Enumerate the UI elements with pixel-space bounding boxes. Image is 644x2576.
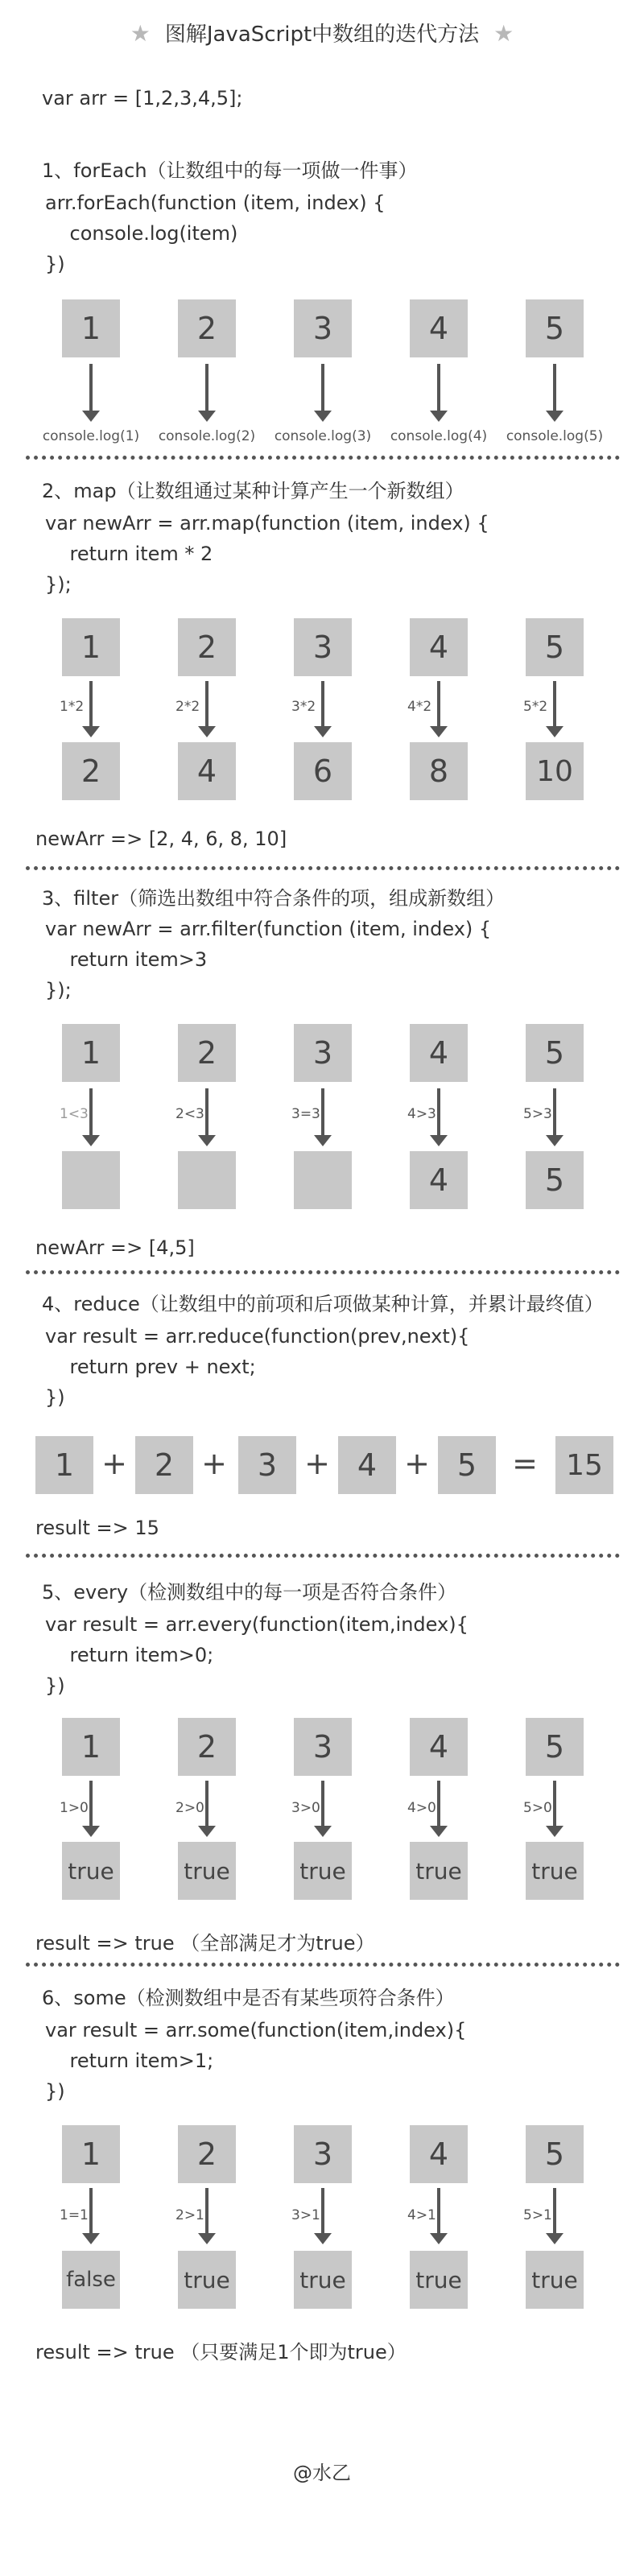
every-heading: 5、every（检测数组中的每一项是否符合条件） [42,1581,457,1604]
foreach-code-line: arr.forEach(function (item, index) { [45,192,386,214]
foreach-call-label: console.log(3) [274,428,372,444]
foreach-heading: 1、forEach（让数组中的每一项做一件事） [42,159,418,182]
map-output-item: 2 [62,742,120,800]
some-condition-label: 1=1 [60,2207,89,2223]
some-condition-label: 5>1 [523,2207,552,2223]
title-text: 图解JavaScript中数组的迭代方法 [164,23,480,47]
map-calc-label: 4*2 [407,699,432,715]
filter-output-item [62,1151,120,1209]
filter-input-item: 5 [526,1024,584,1082]
section-divider [26,456,620,460]
filter-input-item: 1 [62,1024,120,1082]
map-output-item: 6 [294,742,352,800]
filter-condition-label: 4>3 [407,1106,436,1122]
arrow-down-icon [427,364,451,422]
foreach-item: 5 [526,299,584,357]
reduce-code-line: var result = arr.reduce(function(prev,next){ [45,1325,470,1348]
some-output-item: true [178,2251,236,2309]
map-output-item: 10 [526,742,584,800]
filter-condition-label: 3=3 [291,1106,320,1122]
map-input-item: 3 [294,618,352,676]
filter-input-item: 3 [294,1024,352,1082]
some-output-item: true [526,2251,584,2309]
some-heading: 6、some（检测数组中是否有某些项符合条件） [42,1987,455,2009]
arrow-down-icon [79,364,103,422]
some-condition-label: 4>1 [407,2207,436,2223]
some-output-item: false [62,2251,120,2309]
some-result: result => true （只要满足1个即为true） [35,2341,407,2363]
every-condition-label: 5>0 [523,1800,552,1816]
some-input-item: 5 [526,2125,584,2183]
some-code-line: var result = arr.some(function(item,index){ [45,2019,467,2041]
reduce-heading: 4、reduce（让数组中的前项和后项做某种计算，并累计最终值） [42,1293,604,1315]
filter-condition-label: 2<3 [175,1106,204,1122]
reduce-result: result => 15 [35,1517,159,1539]
reduce-code-line: }) [45,1386,65,1409]
map-calc-label: 2*2 [175,699,200,715]
reduce-item: 5 [438,1436,496,1494]
arrow-down-icon [311,364,335,422]
map-input-item: 2 [178,618,236,676]
foreach-call-label: console.log(1) [42,428,140,444]
reduce-item: 1 [35,1436,93,1494]
map-heading: 2、map（让数组通过某种计算产生一个新数组） [42,480,464,502]
equals-icon: = [512,1446,538,1481]
every-condition-label: 2>0 [175,1800,204,1816]
filter-output-item: 4 [410,1151,468,1209]
every-output-item: true [526,1842,584,1900]
foreach-call-label: console.log(4) [390,428,488,444]
every-output-item: true [410,1842,468,1900]
every-code-line: var result = arr.every(function(item,index){ [45,1613,469,1636]
plus-icon: + [101,1446,127,1481]
map-result: newArr => [2, 4, 6, 8, 10] [35,828,287,850]
filter-code-line: var newArr = arr.filter(function (item, index) { [45,918,492,940]
some-input-item: 2 [178,2125,236,2183]
reduce-item: 3 [238,1436,296,1494]
filter-input-item: 4 [410,1024,468,1082]
map-input-item: 5 [526,618,584,676]
page-title [0,18,644,47]
arrow-down-icon [543,364,567,422]
some-code-line: }) [45,2080,65,2103]
foreach-call-label: console.log(5) [506,428,604,444]
foreach-item: 2 [178,299,236,357]
filter-input-item: 2 [178,1024,236,1082]
every-output-item: true [294,1842,352,1900]
some-code-line: return item>1; [45,2050,214,2072]
every-input-item: 5 [526,1718,584,1776]
every-condition-label: 3>0 [291,1800,320,1816]
arrow-down-icon [195,364,219,422]
map-code-line: }); [45,573,72,596]
foreach-item: 1 [62,299,120,357]
section-divider [26,1554,620,1558]
plus-icon: + [304,1446,330,1481]
filter-condition-label: 5>3 [523,1106,552,1122]
every-input-item: 4 [410,1718,468,1776]
every-output-item: true [62,1842,120,1900]
some-output-item: true [294,2251,352,2309]
reduce-item: 4 [338,1436,396,1494]
filter-output-item [178,1151,236,1209]
filter-code-line: return item>3 [45,948,208,971]
some-output-item: true [410,2251,468,2309]
every-condition-label: 1>0 [60,1800,89,1816]
reduce-code-line: return prev + next; [45,1356,256,1378]
map-code-line: var newArr = arr.map(function (item, index) { [45,512,489,535]
star-icon: ★ [493,20,514,47]
some-input-item: 3 [294,2125,352,2183]
some-input-item: 4 [410,2125,468,2183]
every-code-line: }) [45,1674,65,1697]
every-output-item: true [178,1842,236,1900]
filter-output-item: 5 [526,1151,584,1209]
reduce-item: 2 [135,1436,193,1494]
section-divider [26,1270,620,1274]
foreach-code-line: console.log(item) [45,222,238,245]
some-condition-label: 2>1 [175,2207,204,2223]
author-signature: @水乙 [293,2462,351,2484]
plus-icon: + [201,1446,227,1481]
foreach-item: 3 [294,299,352,357]
every-input-item: 3 [294,1718,352,1776]
every-result: result => true （全部满足才为true） [35,1932,375,1955]
section-divider [26,1963,620,1967]
every-input-item: 2 [178,1718,236,1776]
reduce-total: 15 [555,1436,613,1494]
foreach-item: 4 [410,299,468,357]
plus-icon: + [404,1446,430,1481]
every-code-line: return item>0; [45,1644,214,1666]
foreach-code-line: }) [45,253,65,275]
array-declaration: var arr = [1,2,3,4,5]; [42,87,243,109]
filter-heading: 3、filter（筛选出数组中符合条件的项，组成新数组） [42,887,506,910]
some-condition-label: 3>1 [291,2207,320,2223]
foreach-call-label: console.log(2) [158,428,256,444]
star-icon: ★ [130,20,151,47]
map-output-item: 4 [178,742,236,800]
map-input-item: 4 [410,618,468,676]
map-calc-label: 5*2 [523,699,548,715]
some-input-item: 1 [62,2125,120,2183]
map-input-item: 1 [62,618,120,676]
map-output-item: 8 [410,742,468,800]
map-calc-label: 3*2 [291,699,316,715]
map-code-line: return item * 2 [45,543,213,565]
filter-output-item [294,1151,352,1209]
filter-result: newArr => [4,5] [35,1236,195,1259]
every-input-item: 1 [62,1718,120,1776]
map-calc-label: 1*2 [60,699,85,715]
every-condition-label: 4>0 [407,1800,436,1816]
filter-condition-label: 1<3 [60,1106,89,1122]
section-divider [26,866,620,870]
filter-code-line: }); [45,979,72,1001]
